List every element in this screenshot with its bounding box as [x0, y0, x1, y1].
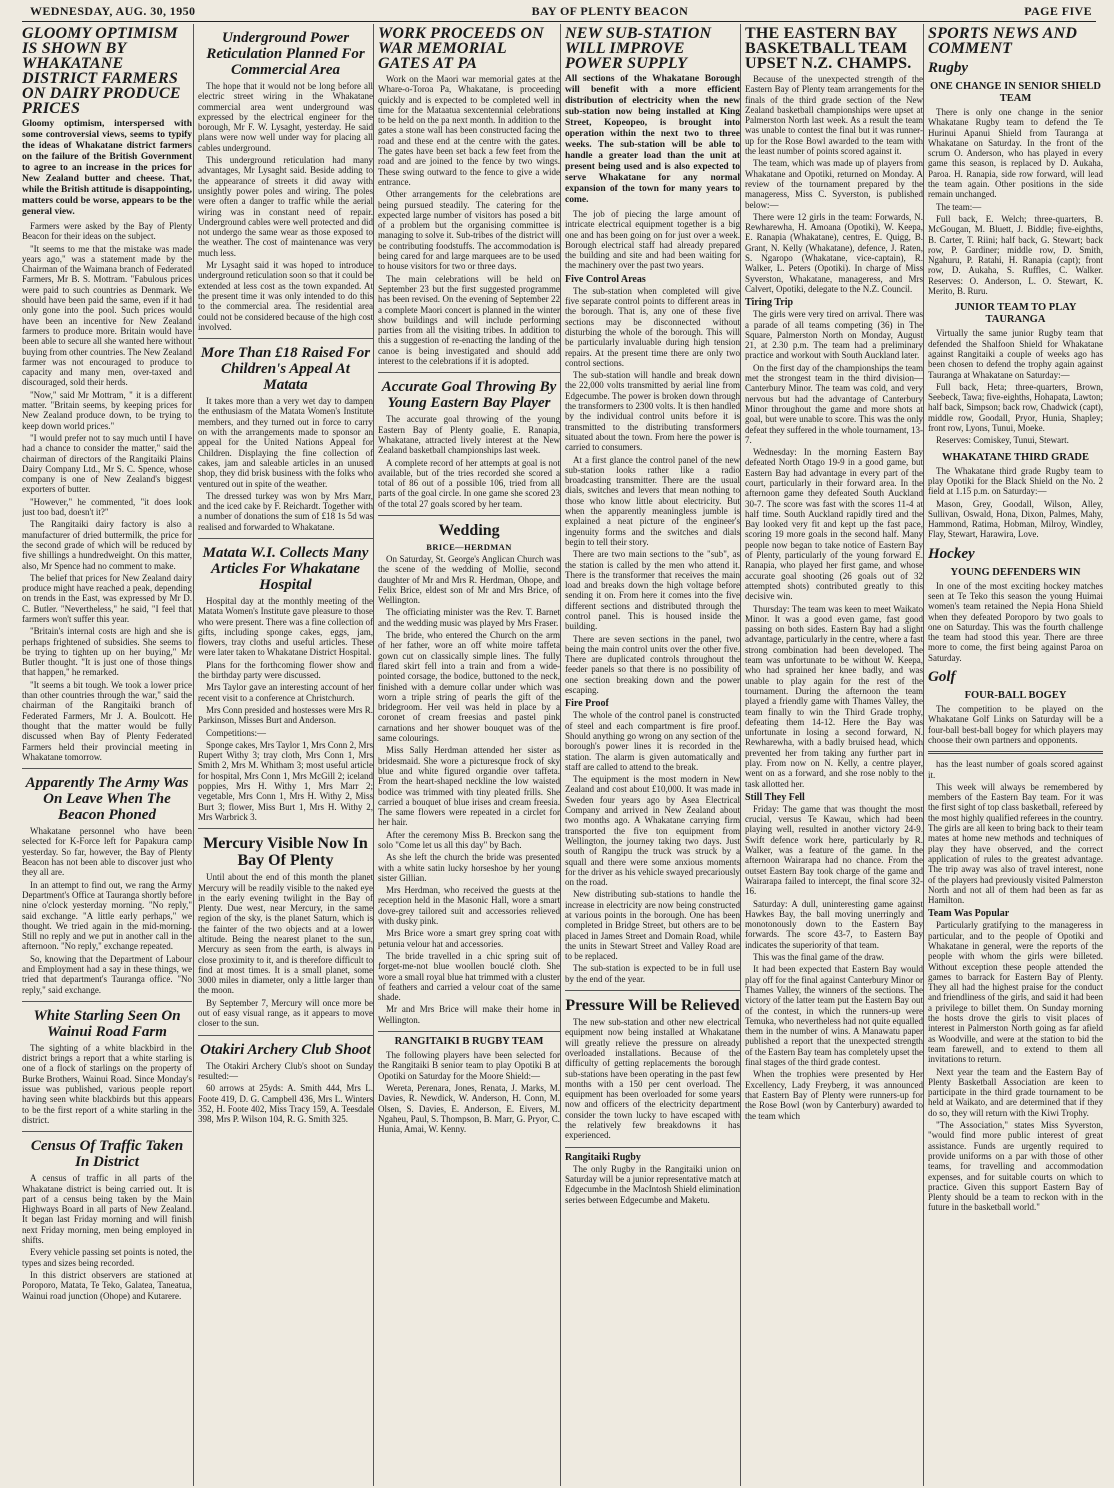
paragraph: This was the final game of the draw. [753, 952, 884, 963]
column-5 [740, 24, 923, 1486]
paragraph: There are seven sections in the panel, two being the main control units over the other five. There are duplicated controls throughout the feeder panels so that there is no possibility of one section breaking down and the power escaping. [565, 633, 740, 696]
headline: FOUR-BALL BOGEY [964, 690, 1067, 702]
paragraph: Thursday: The team was keen to meet Waikato Minor. It was a good even game, fast good passing on both sides. Eastern Bay had a slight advantage, particularly in the centre, where a fast strong combination had been developed. The team was unfortunate to be without W. Keepa, who had sprained her knee badly, and was unable to play again for the rest of the tournament. During the afternoon the team played a friendly game with Thames Valley, the team finally to win the Third Grade trophy, defeating them 14-12. Here the Bay was unfortunate in losing a second forward, N. Rewharewha, with a badly bruised head, which prevented her from taking any further part in play. From now on N. Kelly, a centre player, went on as a forward, and she rose nobly to the task allotted her. [745, 603, 923, 789]
paragraph: On the first day of the championships the team met the strongest team in the third division—Canterbury Minor. The team was cold, and very nervous but had the advantage of Canterbury Minor throughout the game and more shots at goal, but were unable to score. This was the only defeat they suffered in the whole tournament, 13-7. [745, 362, 923, 445]
paragraph: The sub-station will handle and break down the 22,000 volts transmitted by aerial line from Edgecumbe. The power is broken down through the transformers to 2300 volts. It is then handled by the individual control units before it is transmitted to the distributing transformers situated about the town. From here the power is carried to consumers. [565, 370, 740, 453]
article-dairy-prices [22, 26, 192, 762]
paragraph: After the ceremony Miss B. Breckon sang the solo "Come let us all this day" by Bach. [378, 829, 560, 850]
article-four-ball-bogey [928, 690, 1103, 745]
headline: YOUNG DEFENDERS WIN [950, 566, 1081, 578]
paragraph: The sighting of a white blackbird in the district brings a report that a white starling is one of a flock of starlings on the property of Burke Brothers, Wainui Road. Since Monday's issue was published, various people report having seen white blackbirds but this appears to be the first report of a white starling in the district. [22, 1042, 192, 1125]
paragraph: Because of the unexpected strength of the Eastern Bay of Plenty team arrangements for the finals of the third grade section of the New Zealand basketball championships were upset at Palmerston North last week. As a result the team was unable to contest the final but it was runner-up for the Rose Bowl awarded to the team with the least number of points scored against it. [745, 74, 923, 157]
divider [565, 990, 740, 991]
divider [198, 338, 373, 339]
article-intro: Gloomy optimism, interspersed with some controversial views, seems to typify the ideas of Whakatane district farmers on the failure of the British Government to agree to an increase in the prices for New Zealand butter and cheese. That, while the British attitude is disappointing, matters could be worse, appears to be the general view. [22, 119, 192, 217]
paragraph: The team, which was made up of players from Whakatane and Opotiki, returned on Monday. A review of the tournament prepared by the manageress, Miss C. Syverston, is published below:— [745, 158, 923, 210]
paragraph: New distributing sub-stations to handle the increase in electricity are now being constructed at various points in the borough. One has been completed in Bridge Street, but others are to be placed in James Street and Domain Road, while the units in Stewart Street and Valley Road are to be replaced. [565, 889, 740, 962]
headline: Mercury Visible Now In Bay Of Plenty [203, 835, 368, 870]
divider [198, 1035, 373, 1036]
headline: Apparently The Army Was On Leave When The Beacon Phoned [25, 775, 189, 824]
paragraph: Full back, E. Welch; three-quarters, B. McGougan, M. Bluett, J. Biddle; five-eighths, B. Carter, T. Riini; half back, G. Stewart; back row, P. Gardiner; middle row, D. Smith, Ngahuru, P. Ratahi, H. Ranapia (capt); front row, D. Aukaha, S. Ruffles, C. Walker. Reserves: O. Anderson, L. O. Stewart, K. Merito, B. Ruru. [928, 213, 1103, 297]
paragraph: Every vehicle passing set points is noted, the types and sizes being recorded. [22, 1247, 192, 1268]
paragraph: Mrs Taylor gave an interesting account of her recent visit to a conference at Christchurch. [198, 682, 373, 703]
article-basketball-continued [928, 759, 1103, 1212]
paragraph: The only Rugby in the Rangitaiki union on Saturday will be a junior representative match at Edgecumbe in the MacIntosh Shield elimination series between Edgecumbe and Maketu. [565, 1163, 740, 1205]
paragraph: Wednesday: In the morning Eastern Bay defeated North Otago 19-9 in a good game, but Eastern Bay had advantage in every part of the court, particularly in their forward area. In the afternoon game they defeated South Auckland 30-7. The score was fast with the scores 11-4 at half time. South Auckland rapidly tired and the Bay looked very fit and kept up the fast pace, scoring 19 more goals in the second half. Many people now began to take notice of Eastern Bay of Plenty, particularly of the young forward E. Ranapia, who played her first game, and whose accurate goal shooting (26 goals out of 32 attempted shots) contributed greatly to this decisive win. [745, 447, 923, 602]
paragraph: Friday: The game that was thought the most crucial, versus Te Kawau, which had been playing well, resulted in another victory 24-9. Swift defence work here, particularly by R. Walker, was a feature of the game. In the afternoon Wairarapa had no chance. From the outset Eastern Bay took charge of the game and Wairarapa failed to intercept, the final score 32-16. [745, 803, 923, 897]
paragraph: Wereta, Perenara, Jones, Renata, J. Marks, M. Davies, R. Newdick, W. Anderson, H. Conn, M. Olsen, S. Davies, E. Anderson, E. Eivers, M. Ngaheu, Paul, S. Thompson, B. Marr, G. Pryor, C. Hunia, Amai, W. Kenny. [378, 1082, 560, 1135]
paragraph: The dressed turkey was won by Mrs Marr, and the iced cake by F. Reichardt. Together with a number of donations the sum of £18 1s 5d was realised and forwarded to Whakatane. [198, 490, 373, 532]
paragraph: As she left the church the bride was presented with a white satin lucky horseshoe by her young sister Gillian. [378, 852, 560, 883]
subheading: Still They Fell [745, 791, 805, 803]
headline: White Starling Seen On Wainui Road Farm [33, 1007, 181, 1040]
divider [378, 372, 560, 373]
article-third-grade [928, 452, 1103, 540]
article-mercury [198, 835, 373, 1028]
headline: Rangitaiki Rugby [565, 1151, 641, 1163]
paragraph: In one of the most exciting hockey matches seen at Te Teko this season the young Huimai women's team retained the Nepia Hona Shield when they defeated Poroporo by two goals to one on Saturday. This was the fourth challenge the team had stood this year. There are three more to come, the first being against Paroa on Saturday. [928, 580, 1103, 663]
paragraph: The Otakiri Archery Club's shoot on Sunday resulted:— [198, 1060, 373, 1081]
article-young-defenders [928, 567, 1103, 663]
paragraph: "I would prefer not to say much until I have had a chance to consider the matter," said the chairman of directors of the Rangitaiki Plains Dairy Company Ltd., Mr S. C. Spence, whose company is one of New Zealand's biggest exporters of butter. [22, 432, 192, 495]
paragraph: The following players have been selected for the Rangitaiki B senior team to play Opotiki B at Opotiki on Saturday for the Moore Shield:— [378, 1050, 560, 1081]
headline: THE EASTERN BAY BASKETBALL TEAM UPSET N.Z. CHAMPS. [745, 25, 912, 72]
paragraph: The whole of the control panel is constructed of steel and each compartment is fire proof. Should anything go wrong on any section of the borough's power lines it is recorded in the station. The alarm is given automatically and staff are called to attend to the break. [565, 710, 740, 772]
headline: More Than £18 Raised For Children's Appeal At Matata [200, 345, 371, 394]
paragraph: The accurate goal throwing of the young Eastern Bay of Plenty goalie, E. Ranapia, Whakatane, attracted lively interest at the New Zealand basketball championships last week. [378, 414, 560, 456]
paragraph: The sub-station is expected to be in full use by the end of the year. [565, 963, 740, 984]
paragraph: Mr Lysaght said it was hoped to introduce underground reticulation soon so that it could be extended at less cost as the town expanded. At the present time it was only intended to do this to the commercial area. The residential area could not be considered because of the high cost involved. [198, 260, 373, 332]
paragraph: There were 12 girls in the team: Forwards, N. Rewharewha, H. Amoana (Opotiki), W. Keepa, E. Ranapia (Whakatane), centres, E. Quigg, B. Grant, N. Kelly (Whakatane), defence, J. Raten, S. Ngaropo (Whakatane, vice-captain), R. Walker, L. Peters (Opotiki). In charge of Miss Syverston, Whakatane, manageress, and Mrs Calvert, Opotiki, delegate to the N.Z. Council. [745, 211, 923, 294]
paragraph: Mr and Mrs Brice will make their home in Wellington. [378, 1004, 560, 1025]
paragraph: A complete record of her attempts at goal is not available, but of the tries recorded she scored a total of 86 out of a possible 106, tried from all parts of the goal circle. In one game she scored 23 of the total 27 goals scored by her team. [378, 457, 560, 509]
headline: WHAKATANE THIRD GRADE [941, 451, 1089, 463]
paragraph: Miss Sally Herdman attended her sister as bridesmaid. She wore a picturesque frock of sky blue and white figured organdie over taffeta. From the heart-shaped neckline the low waisted bodice was trimmed with tiny pleated frills. She carried a bouquet of blue irises and cream freesia. The same flowers were repeated in a circlet for her hair. [378, 745, 560, 828]
paragraph: At a first glance the control panel of the new sub-station looks rather like a radio broadcasting transmitter. There are the usual dials, switches and levers that mean nothing to those who know little about electricity. But when the apparently meaningless jumble is explained a neat picture of the engineer's ingenuity forms and the switches and dials begin to tell their story. [565, 454, 740, 547]
subheading: Fire Proof [565, 698, 609, 710]
divider [22, 1001, 192, 1002]
paragraph: Particularly gratifying to the manageress in particular, and to the people of Opotiki and Whakatane in general, were the reports of the people with whom the girls were billeted. Without exception these people attended the games to barrack for Eastern Bay of Plenty. They all had the highest praise for the conduct and friendliness of the girls, and said it had been a privilege to billet them. On Sunday morning the hosts drove the girls to visit places of interest in Palmerston North going as far afield as Woodville, and were at the station to bid the team farewell, and to extend to them all invitations to return. [928, 920, 1103, 1065]
paragraph: Until about the end of this month the planet Mercury will be readily visible to the naked eye in the early evening twilight in the Bay of Plenty. Due west, near Mercury, in the same region of the sky, is the planet Saturn, which is the fainter of the two objects and at a lower altitude. Being the nearest planet to the sun, Mercury as seen from the earth, is always in close proximity to it, and is therefore difficult to find at most times. It is a small planet, some 3000 miles in diameter, only a little larger than the moon. [198, 872, 373, 996]
paragraph: This underground reticulation had many advantages, Mr Lysaght said. Beside adding to the appearance of streets it did away with unsightly power poles and wiring. The poles were often a danger to traffic while the aerial wiring was in constant need of repair. Underground cables were well protected and did not undergo the same wear as those exposed to the weather. The cost of maintenance was very much less. [198, 155, 373, 258]
article-goal-throwing [378, 379, 560, 509]
divider [378, 515, 560, 516]
paragraph: The Rangitaiki dairy factory is also a manufacturer of dried buttermilk, the price for the second grade of which will be reduced by five shillings a hundredweight. On this matter, also, Mr Spence had no comment to make. [22, 519, 192, 571]
paragraph: Mrs Conn presided and hostesses were Mrs R. Parkinson, Misses Burt and Anderson. [198, 704, 373, 726]
headline: NEW SUB-STATION WILL IMPROVE POWER SUPPLY [565, 25, 712, 72]
paragraph: The girls were very tired on arrival. There was a parade of all teams competing (36) in The Square, Palmerston North on Monday, August 21, at 2.30 p.m. The team had a preliminary practice and workout with South Auckland later. [745, 309, 923, 361]
paragraph: On Saturday, St. George's Anglican Church was the scene of the wedding of Mollie, second daughter of Mr and Mrs R. Herdman, Ohope, and Felix Brice, eldest son of Mr and Mrs Brice, of Wellington. [378, 553, 560, 606]
headline: WORK PROCEEDS ON WAR MEMORIAL GATES AT PA [378, 25, 544, 72]
article-war-memorial [378, 26, 560, 366]
divider [22, 768, 192, 769]
masthead [30, 4, 1092, 18]
paragraph: Next year the team and the Eastern Bay of Plenty Basketball Association are keen to participate in the third grade tournament to be held at Waikato, and are determined that if they do so, they will return with the Kiwi Trophy. [928, 1066, 1103, 1118]
column-3 [373, 24, 560, 1486]
paragraph: "Now," said Mr Mottram, " it is a different matter. "Britain seems, by keeping prices for New Zealand produce down, to be trying to keep down world prices." [22, 389, 192, 431]
byline: BRICE—HERDMAN [426, 541, 512, 552]
headline: GLOOMY OPTIMISM IS SHOWN BY WHAKATANE DISTRICT FARMERS ON DAIRY PRODUCE PRICES [22, 25, 181, 117]
paper-title: BAY OF PLENTY BEACON [531, 3, 689, 18]
headline: JUNIOR TEAM TO PLAY TAURANGA [954, 302, 1077, 326]
article-intro: All sections of the Whakatane Borough will benefit with a more efficient distribution of electricity when the new sub-station now being installed at King Street, Kopeopeo, is brought into operation within the next two to three weeks. The sub-station will be able to handle a greater load than the unit at present being used and is also expected to serve Whakatane for any normal expansion of the town for many years to come. [565, 74, 740, 205]
article-pressure-relieved [565, 997, 740, 1141]
paragraph: So, knowing that the Department of Labour and Employment had a say in these things, we tried that department's Tauranga office. "No reply," said exchange. [22, 953, 192, 995]
paragraph: In this district observers are stationed at Poroporo, Matata, Te Teko, Galatea, Taneatua, Wainui road junction (Ohope) and Kutarere. [22, 1269, 192, 1301]
paragraph: It takes more than a very wet day to dampen the enthusiasm of the Matata Women's Institute members, and they turned out in force to carry on with the arrangements made to sponsor an appeal for the United Nations Appeal for Children. Displaying the fine collection of cakes, jam and saleable articles in an unused shop, they did brisk business with the folks who ventured out in spite of the weather. [198, 396, 373, 489]
article-traffic-census [22, 1138, 192, 1301]
article-archery [198, 1042, 373, 1125]
paragraph: By September 7, Mercury will once more be out of easy visual range, as it appears to move closer to the sun. [198, 997, 373, 1029]
headline: Census Of Traffic Taken In District [30, 1138, 184, 1171]
article-childrens-appeal [198, 345, 373, 532]
masthead-rule [22, 21, 1096, 22]
headline: Wedding [438, 521, 500, 539]
paragraph: "Britain's internal costs are high and she is perhaps frightened of subsidies. She seems to be trying to tighten up on her buying," Mr Butler thought. "It is just one of those things that happen," he remarked. [22, 626, 192, 678]
paragraph: Hospital day at the monthly meeting of the Matata Women's Institute gave pleasure to those who were present. There was a fine collection of gifts, including sponge cakes, eggs, jam, flowers, tray cloths and useful articles. These were later taken to Whakatane District Hospital. [198, 595, 373, 658]
section-rugby: Rugby [928, 60, 969, 76]
column-4 [560, 24, 740, 1486]
divider [198, 538, 373, 539]
paragraph: 60 arrows at 25yds: A. Smith 444, Mrs L. Foote 419, D. G. Campbell 436, Mrs L. Winters 352, H. Foote 402, Miss Tracy 159, A. Teesdale 398, Mrs P. Wilson 104, R. G. Smith 325. [198, 1083, 373, 1125]
column-1 [22, 24, 194, 1486]
subheading: Five Control Areas [565, 273, 646, 285]
paragraph: Mason, Grey, Goodall, Wilson, Alley, Sullivan, Oswald, Hona, Dixon, Palmes, Mahy, Hammond, Ratima, Hobman, Milroy, Windley, Flay, Stewart, Harawira, Love. [928, 498, 1103, 540]
divider [565, 1147, 740, 1148]
article-junior-team [928, 302, 1103, 445]
paragraph: Other arrangements for the celebrations are being pursued steadily. The catering for the expected large number of visitors has posed a bit of a problem but the organising committee is managing to solve it. Sub-tribes of the district will be contributing foodstuffs. The accommodation is being cared for and large marquees are to be used to house visitors for two or three days. [378, 189, 560, 272]
paragraph: The Whakatane third grade Rugby team to play Opotiki for the Black Shield on the No. 2 field at 1.15 p.m. on Saturday:— [928, 465, 1103, 497]
paragraph: "The Association," states Miss Syverston, "would find more public interest of great assistance. Funds are urgently required to provide uniforms on a par with those of other teams, for travelling and accommodation expenses, and for suitable courts on which to practice. Given this support Eastern Bay of Plenty should be a team to reckon with in the future in the basketball world." [928, 1120, 1103, 1213]
paragraph: The new sub-station and other new electrical equipment now being installed at Whakatane will greatly relieve the pressure on already overloaded installations. Because of the difficulty of getting replacements the borough sub-stations have been operating in the past few months with a 150 per cent overload. The equipment has been overloaded for some years now and officers of the electricity department consider the town lucky to have escaped with the relatively few breakdowns it has experienced. [565, 1017, 740, 1141]
paragraph: There are two main sections to the "sub", as the station is called by the men who attend it. There is the transformer that receives the main load and breaks down the high voltage before sending it on. From here it comes into the five different sections and distributed through the control panel. This is housed inside the building. [565, 549, 740, 632]
headline: Otakiri Archery Club Shoot [200, 1041, 371, 1058]
paragraph: In an attempt to find out, we rang the Army Department's Office at Tauranga shortly before nine o'clock yesterday morning. "No reply," said exchange. "A little early perhaps," we thought. We tried again in the mid-morning. Still no reply and we put in another call in the afternoon. "No reply," exchange repeated. [22, 879, 192, 952]
paragraph: Sponge cakes, Mrs Taylor 1, Mrs Conn 2, Mrs Rupert Withy 3; tray cloth, Mrs Conn 1, Mrs Smith 2, Mrs M. Whitham 3; most useful article for hospital, Mrs Conn 1, Mrs McGill 2; iceland poppies, Mrs H. Withy 1, Mrs Marr 2; vegetable, Mrs Conn 1, Mrs H. Withy 2, Miss Burt 3; flower, Miss Burt 1, Mrs H. Withy 2, Mrs Warbrick 3. [198, 739, 373, 822]
article-rangitaiki-b [378, 1036, 560, 1134]
paragraph: A census of traffic in all parts of the Whakatane district is being carried out. It is part of a census being taken by the Main Highways Board in all parts of New Zealand. It began last Friday morning and will finish next Friday morning, men being employed in shifts. [22, 1173, 192, 1246]
headline: RANGITAIKI B RUGBY TEAM [394, 1036, 544, 1048]
headline: ONE CHANGE IN SENIOR SHIELD TEAM [930, 81, 1101, 104]
article-white-starling [22, 1008, 192, 1125]
paragraph: Farmers were asked by the Bay of Plenty Beacon for their ideas on the subject. [22, 221, 192, 242]
paragraph: Mrs Brice wore a smart grey spring coat with petunia velour hat and accessories. [378, 928, 560, 949]
article-underground-power [198, 30, 373, 332]
divider [198, 828, 373, 829]
paragraph: Competitions:— [206, 727, 267, 738]
article-senior-shield [928, 81, 1103, 296]
section-golf: Golf [928, 669, 956, 686]
article-sub-station [565, 26, 740, 984]
paragraph: Virtually the same junior Rugby team that defended the Shalfoon Shield for Whakatane against Rangitaiki a couple of weeks ago has been chosen to defend the trophy again against Tauranga at Whakatane on Saturday:— [928, 328, 1103, 380]
headline: Matata W.I. Collects Many Articles For Whakatane Hospital [202, 544, 369, 593]
headline: Underground Power Reticulation Planned For Commercial Area [206, 30, 365, 78]
paragraph: The job of piecing the large amount of intricate electrical equipment together is a big one and has been going on for just over a week. Borough electrical staff had already prepared the building and site and had been waiting for the machinery over the past two years. [565, 209, 740, 271]
paragraph: The belief that prices for New Zealand dairy produce might have reached a peak, depending on trends in the East, was expressed by Mr D. C. Butler. "Nevertheless," he said, "I feel that farmers won't suffer this year. [22, 572, 192, 624]
section-hockey: Hockey [928, 545, 975, 562]
paragraph: The hope that it would not be long before all electric street wiring in the Whakatane commercial area went underground was expressed by the electrical engineer for the borough, Mr F. W. Lysaght, yesterday. He said plans were now well under way for placing all cables underground. [198, 81, 373, 153]
divider [378, 1031, 560, 1032]
article-basketball [745, 26, 923, 1121]
paragraph: The competition to be played on the Whakatane Golf Links on Saturday will be a four-ball best-ball bogey for which players may choose their own partners and opponents. [928, 704, 1103, 745]
subheading: Tiring Trip [745, 297, 794, 309]
paragraph: There is only one change in the senior Whakatane Rugby team to defend the Te Hurinui Apanui Shield from Tauranga at Whakatane on Saturday. In the front of the scrum O. Anderson, who has played in every game this season, is replaced by D. Aukaha, Paroa. H. Ranapia, side row forward, will lead the team again. Other positions in the side remain unchanged. [928, 107, 1103, 200]
paragraph: The bride travelled in a chic spring suit of forget-me-not blue woollen bouclé cloth. She wore a small royal blue hat trimmed with a cluster of feathers and carried a velour coat of the same shade. [378, 950, 560, 1003]
paragraph: Full back, Heta; three-quarters, Brown, Seebeck, Tawa; five-eighths, Hohapata, Lawton; half back, Simpson; back row, Chadwick (capt), middle row, Goodall, Pryor, Hunia, Shapley; front row, Lyons, Tunui, Moeke. [928, 381, 1103, 434]
paragraph: Saturday: A dull, uninteresting game against Hawkes Bay, the ball moving unerringly and monotonously down to the Eastern Bay forwards. The score 43-7, to Eastern Bay indicates the superiority of that team. [745, 898, 923, 950]
paragraph: has the least number of goals scored against it. [928, 759, 1103, 780]
column-2 [193, 24, 373, 1486]
paragraph: This week will always be remembered by members of the Eastern Bay team. For it was the first sight of top class basketball, refereed by the most highly qualified referees in the country. The girls are all keen to bring back to their team mates at home new methods and techniques of play they have observed, and the correct application of rules to the greatest advantage. The trip away was also of travel interest, none of the players had previously visited Palmerston North and not all of them had been as far as Hamilton. [928, 781, 1103, 906]
paragraph: "However," he commented, "it does look just too bad, doesn't it?" [22, 496, 192, 518]
paragraph: The equipment is the most modern in New Zealand and cost about £10,000. It was made in Sweden four years ago by Asea Electrical Company and arrived in New Zealand about two months ago. A Whakatane carrying firm transported the five ton equipment from Wellington, the journey taking two days. Just south of Rangipu the truck was struck by a squall and there were some anxious moments for the driver as his vehicle swayed precariously on the road. [565, 774, 740, 888]
paragraph: Whakatane personnel who have been selected for K-Force left for Papakura camp yesterday. So far, however, the Bay of Plenty Beacon has not been able to discover just who they all are. [22, 826, 192, 878]
paragraph: "It seems a bit tough. We took a lower price than other countries through the war," said the chairman of the Rangitaiki branch of Federated Farmers, Mr J. A. Boulcott. He thought that the matter would be fully discussed when Bay of Plenty Federated Farmers held their provincial meeting in Whakatane tomorrow. [22, 679, 192, 762]
article-matata-wi [198, 545, 373, 822]
paragraph: Reserves: Comiskey, Tunui, Stewart. [936, 435, 1069, 446]
page-number: PAGE FIVE [1024, 3, 1092, 18]
subheading: Team Was Popular [928, 908, 1010, 920]
headline: Accurate Goal Throwing By Young Eastern Bay Player [381, 379, 557, 412]
divider [928, 751, 1103, 754]
paragraph: The main celebrations will be held on September 23 but the first suggested programme has been revised. On the evening of September 22 a complete Maori concert is planned in the winter show buildings and will include performing parties from all the visiting tribes. In addition to this a suggestion of re-enacting the landing of the canoe is being investigated and should add interest to the celebrations if it is adopted. [378, 273, 560, 367]
section-title: SPORTS NEWS AND COMMENT [928, 25, 1078, 57]
paragraph: The team:— [936, 201, 982, 212]
article-wedding [378, 522, 560, 1025]
issue-date: WEDNESDAY, AUG. 30, 1950 [30, 3, 196, 18]
paragraph: "It seems to me that the mistake was made years ago," was a statement made by the Chairman of the Waimana branch of Federated Farmers, Mr B. S. Mottram. "Fabulous prices were paid to such countries as Denmark. We should have been paid the same, even if it had only gone into the pool. Such prices would have been an incentive for New Zealand farmers to produce more. Britain would have been able to secure all she wanted here without buying from other countries. The New Zealand farmer was not encouraged to produce to capacity and many men, over-taxed and discouraged, sold their herds. [22, 243, 192, 388]
divider [22, 1131, 192, 1132]
article-rangitaiki-rugby [565, 1152, 740, 1205]
column-6 [923, 24, 1103, 1486]
paragraph: The bride, who entered the Church on the arm of her father, wore an off white moire taffeta gown cut on classically simple lines. The fully flared skirt fell into a train and from a wide-pointed corsage, the bodice, buttoned to the neck, finished with a demure collar under which was worn a triple string of pearls the gift of the bridegroom. Her veil was held in place by a coronet of cream freesias and pastel pink carnations and her shower bouquet was of the same colourings. [378, 630, 560, 744]
paragraph: It had been expected that Eastern Bay would play off for the final against Canterbury Minor or Thames Valley, the winners of the sections. The victory of the latter team put the Eastern Bay out of the contest, in which the runners-up were Temuka, who nevertheless had not quite equalled them in the number of wins. A Manawatu paper published a report that the unexpected strength of the Eastern Bay team has completely upset the final stages of the third grade contest. [745, 964, 923, 1068]
headline: Pressure Will be Relieved [565, 997, 740, 1015]
paragraph: Work on the Maori war memorial gates at the Whare-o-Toroa Pa, Whakatane, is proceeding quickly and is expected to be completed well in time for the Mataatua sexcentennial celebrations to be held on the pa next month. In addition to the gates a stone wall has been constructed facing the road and these end at the centre with the gates. The gates have been set back a few feet from the road and are joined to the fence by two wings. These swing outward to the fence to give a wide entrance. [378, 74, 560, 187]
paragraph: Mrs Herdman, who received the guests at the reception held in the Masonic Hall, wore a smart dove-grey tailored suit and accessories relieved with dusky pink. [378, 885, 560, 927]
paragraph: When the trophies were presented by Her Excellency, Lady Freyberg, it was announced that Eastern Bay of Plenty were runners-up for the Rose Bowl (won by Canterbury) awarded to the team which [745, 1069, 923, 1121]
paragraph: The sub-station when completed will give five separate control points to different areas in the borough. That is, any one of these five sections may be disconnected without disturbing the whole of the borough. This will be particularly invaluable during high tension repairs. At the present time there are only two control sections. [565, 285, 740, 368]
paragraph: Plans for the forthcoming flower show and the birthday party were discussed. [198, 659, 373, 681]
article-army-leave [22, 775, 192, 995]
paragraph: The officiating minister was the Rev. T. Barnet and the wedding music was played by Mrs Fraser. [378, 607, 560, 628]
